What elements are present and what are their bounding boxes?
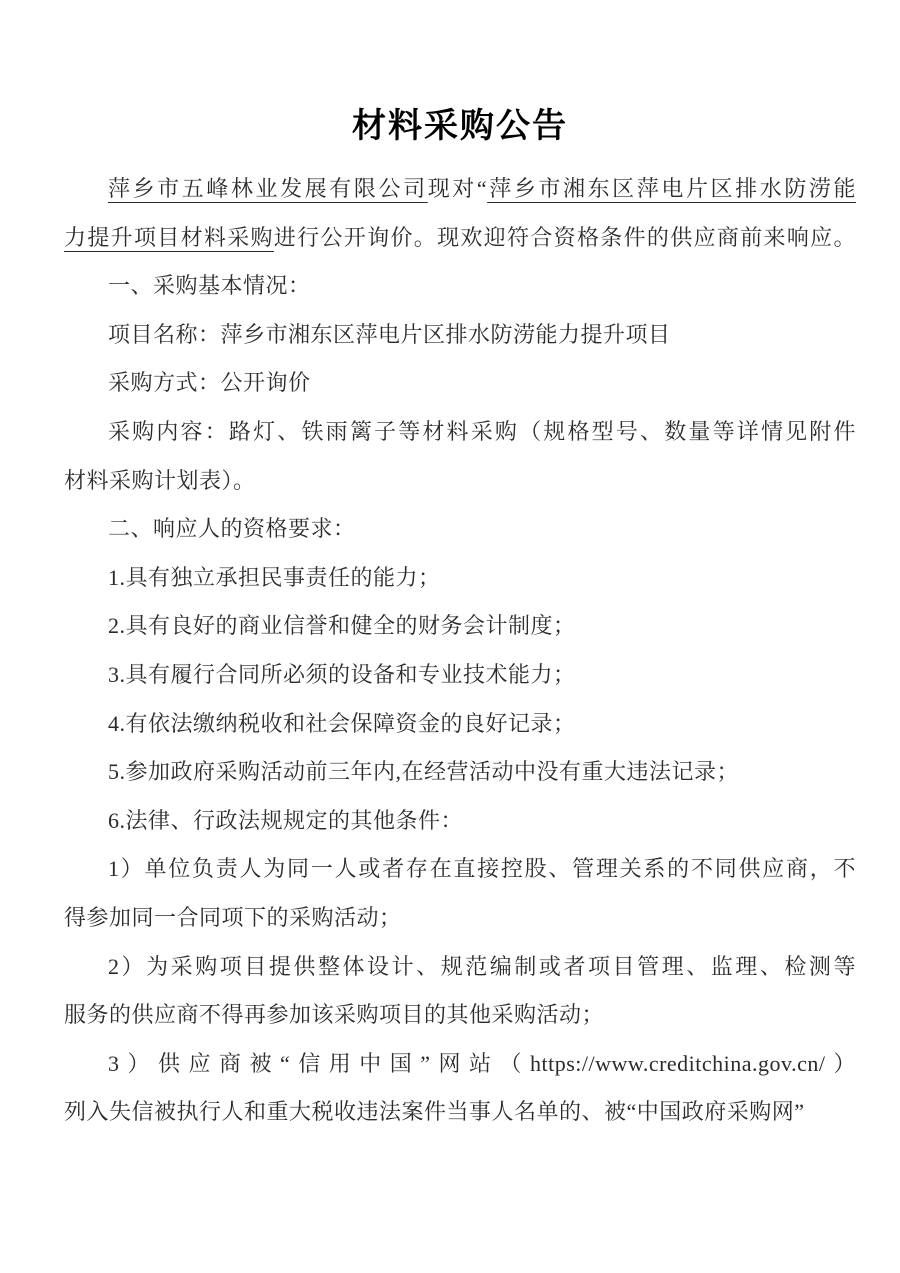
text-run: 3）供应商被“信用中国”网站（https://www.creditchina.gov.cn/） [108,1050,856,1076]
condition-2-line-1 [64,943,856,992]
text-run: 1.具有独立承担民事责任的能力； [108,564,441,590]
condition-3-line-1 [64,1040,856,1089]
qualification-item-4 [64,700,856,749]
qualification-item-5 [64,748,856,797]
condition-1-line-2 [64,894,856,943]
text-run: 5.参加政府采购活动前三年内,在经营活动中没有重大违法记录； [108,759,740,785]
section-1-heading [64,262,856,311]
intro-line-2 [64,214,856,263]
text-run: 项目名称：萍乡市湘东区萍电片区排水防涝能力提升项目 [108,321,671,347]
condition-3-line-2 [64,1088,856,1137]
text-run: 3.具有履行合同所必须的设备和专业技术能力； [108,661,576,687]
section-2-heading [64,505,856,554]
procurement-content-line-2 [64,457,856,506]
text-run: 采购方式：公开询价 [108,370,311,396]
qualification-item-1 [64,554,856,603]
text-run: 材料采购计划表）。 [64,467,256,493]
intro-line-1 [64,165,856,214]
qualification-item-2 [64,602,856,651]
text-run: 6.法律、行政法规规定的其他条件： [108,807,464,833]
text-run: 现对“ [427,176,488,201]
text-run: 进行公开询价。现欢迎符合资格条件的供应商前来响应。 [273,224,856,250]
text-run: 1）单位负责人为同一人或者存在直接控股、管理关系的不同供应商，不 [108,856,856,882]
underlined-text-run: 萍乡市湘东区萍电片区排水防涝能 [487,176,856,201]
qualification-item-3 [64,651,856,700]
page-title: 材料采购公告 [352,108,568,145]
text-run: 二、响应人的资格要求： [108,516,356,542]
procurement-content-line-1 [64,408,856,457]
text-run: 一、采购基本情况： [108,273,311,299]
condition-1-line-1 [64,845,856,894]
project-name-line [64,311,856,360]
condition-2-line-2 [64,991,856,1040]
document-body [64,165,856,1137]
text-run: 列入失信被执行人和重大税收违法案件当事人名单的、被“中国政府采购网” [64,1099,805,1125]
underlined-text-run: 力提升项目材料采购 [64,224,274,250]
text-run: 4.有依法缴纳税收和社会保障资金的良好记录； [108,710,576,736]
text-run: 采购内容：路灯、铁雨篱子等材料采购（规格型号、数量等详情见附件 [108,418,856,444]
text-run: 2.具有良好的商业信誉和健全的财务会计制度； [108,613,576,639]
procurement-method-line [64,359,856,408]
text-run: 2）为采购项目提供整体设计、规范编制或者项目管理、监理、检测等 [108,953,856,979]
underlined-text-run: 萍乡市五峰林业发展有限公司 [108,176,428,201]
qualification-item-6 [64,797,856,846]
text-run: 得参加同一合同项下的采购活动； [64,904,402,930]
text-run: 服务的供应商不得再参加该采购项目的其他采购活动； [64,1002,605,1028]
